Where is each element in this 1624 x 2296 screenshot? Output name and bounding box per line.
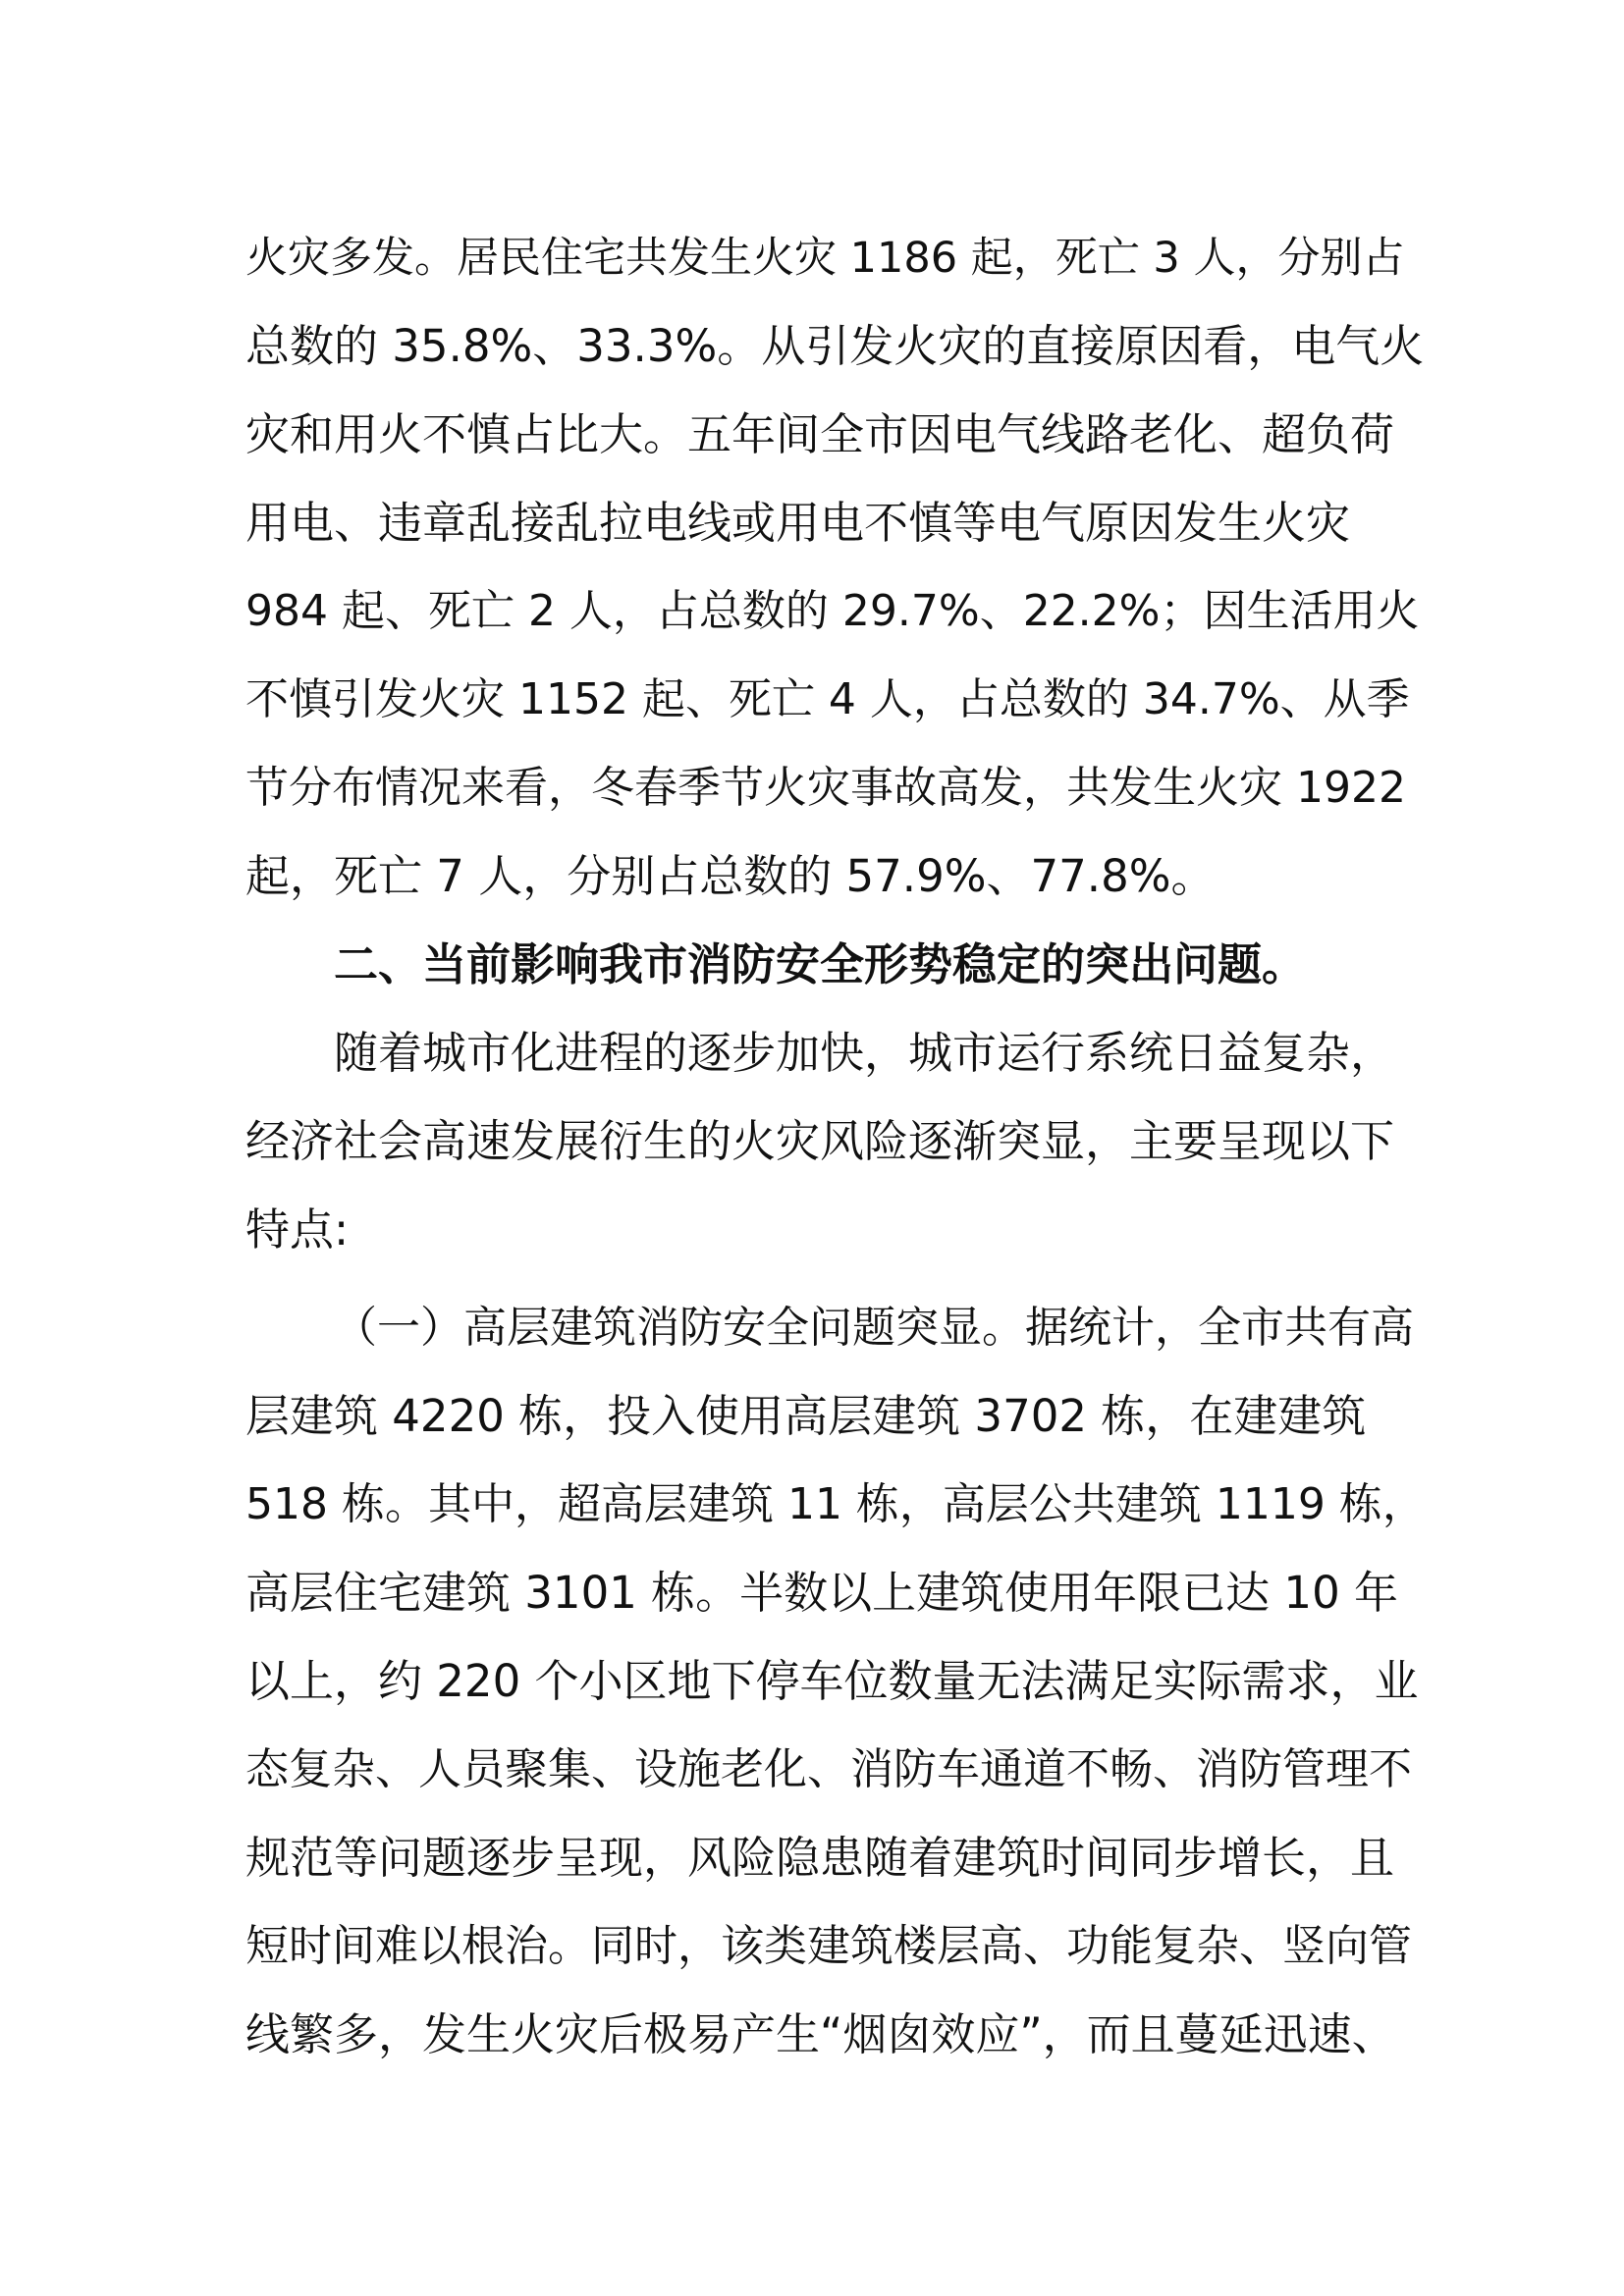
body-line: 以上，约 220 个小区地下停车位数量无法满足实际需求，业 [245,1655,1419,1707]
body-line: 线繁多，发生火灾后极易产生“烟囱效应”，而且蔓延迅速、 [245,2008,1396,2060]
body-line: 节分布情况来看，冬春季节火灾事故高发，共发生火灾 1922 [245,763,1406,813]
body-line: 起，死亡 7 人，分别占总数的 57.9%、77.8%。 [245,850,1216,902]
body-line: 经济社会高速发展衍生的火灾风险逐渐突显，主要呈现以下 [245,1115,1395,1167]
body-line: 短时间难以根治。同时，该类建筑楼层高、功能复杂、竖向管 [245,1921,1412,1971]
body-line: 不慎引发火灾 1152 起、死亡 4 人，占总数的 34.7%、从季 [245,674,1410,724]
body-line: 特点: [245,1203,350,1255]
body-line: 高层住宅建筑 3101 栋。半数以上建筑使用年限已达 10 年 [245,1567,1399,1619]
body-line: 518 栋。其中，超高层建筑 11 栋，高层公共建筑 1119 栋， [245,1479,1426,1529]
body-line: 态复杂、人员聚集、设施老化、消防车通道不畅、消防管理不 [245,1744,1412,1794]
body-line: 灾和用火不慎占比大。五年间全市因电气线路老化、超负荷 [245,408,1395,460]
subsection-line: （一）高层建筑消防安全问题突显。据统计，全市共有高 [334,1303,1414,1353]
section-heading: 二、当前影响我市消防安全形势稳定的突出问题。 [334,938,1307,990]
body-line: 规范等问题逐步呈现，风险隐患随着建筑时间同步增长，且 [245,1832,1395,1884]
body-line: 总数的 35.8%、33.3%。从引发火灾的直接原因看，电气火 [245,320,1425,372]
body-line: 用电、违章乱接乱拉电线或用电不慎等电气原因发生火灾 [245,497,1351,549]
body-line: 火灾多发。居民住宅共发生火灾 1186 起，死亡 3 人，分别占 [245,234,1405,283]
body-line: 随着城市化进程的逐步加快，城市运行系统日益复杂， [334,1027,1395,1079]
body-line: 层建筑 4220 栋，投入使用高层建筑 3702 栋，在建建筑 [245,1390,1367,1442]
body-line: 984 起、死亡 2 人，占总数的 29.7%、22.2%；因生活用火 [245,586,1420,636]
